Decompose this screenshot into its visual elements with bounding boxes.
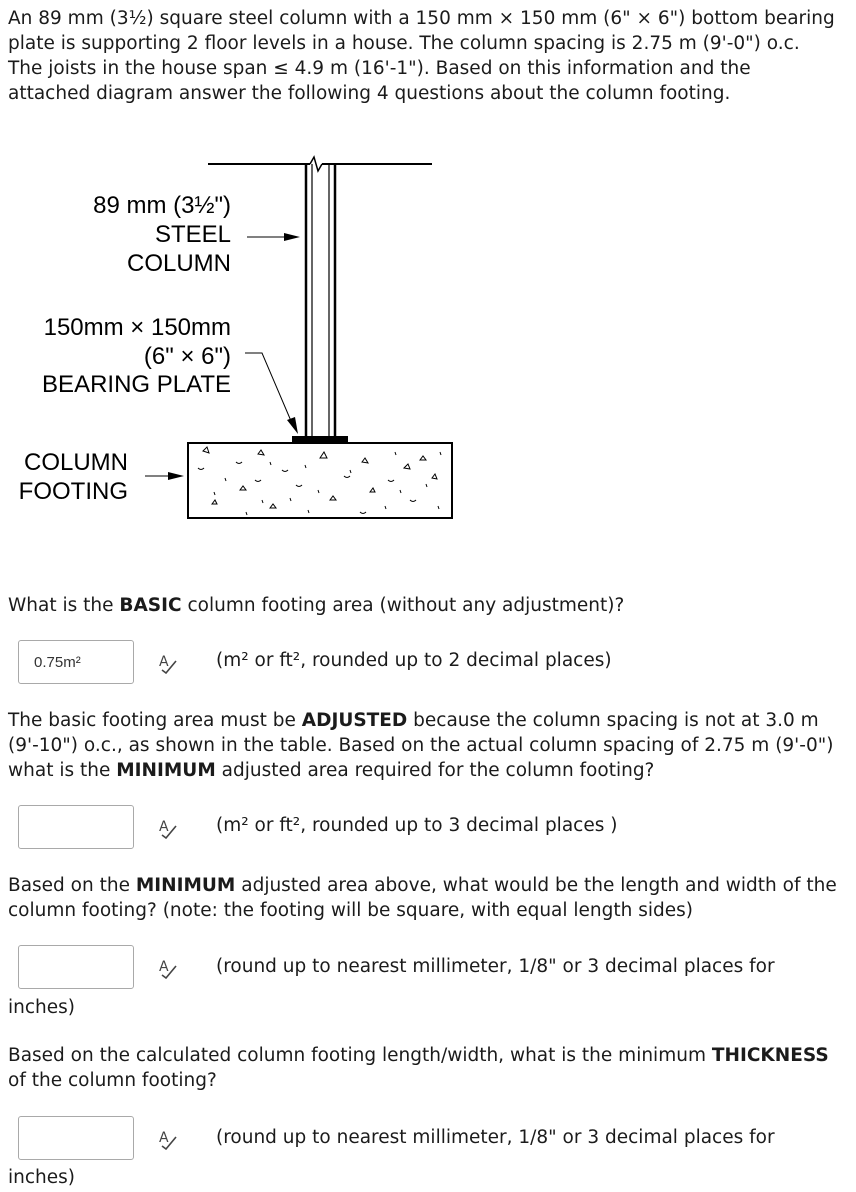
q4-t1: Based on the calculated column footing length/width, what is the minimum — [8, 1045, 712, 1066]
column-label-line-1: 89 mm (3½") — [93, 192, 231, 219]
svg-text:A: A — [159, 819, 169, 835]
q2-b2: MINIMUM — [116, 760, 216, 781]
answer-input-q4[interactable] — [18, 1116, 134, 1160]
footing-label — [19, 449, 128, 505]
question-3-text — [8, 873, 838, 923]
plate-leader-arrow — [245, 353, 298, 434]
q2-hint: (m² or ft², rounded up to 3 decimal places ) — [216, 815, 618, 836]
svg-text:A: A — [159, 654, 169, 670]
svg-text:A: A — [159, 1130, 169, 1146]
footing-leader-arrow — [145, 472, 184, 480]
q4-hint: (round up to nearest millimeter, 1/8" or 3 decimal places for — [216, 1127, 775, 1148]
footing-label-line-1: COLUMN — [23, 449, 128, 476]
q4-hint-continued: inches) — [8, 1167, 75, 1188]
steel-column — [306, 164, 335, 436]
q3-t1: Based on the — [8, 875, 136, 896]
q2-t2: because the column spacing is not at 3.0 m (9'-10") o.c., as shown in the table. Based on the actual column spacing of 2.75 m (9'-0") what is the — [8, 710, 834, 781]
bearing-plate — [292, 436, 348, 442]
q4-t2: of the column footing? — [8, 1070, 217, 1091]
answer-input-q2[interactable] — [18, 805, 134, 849]
column-label-line-3: COLUMN — [126, 250, 231, 277]
spellcheck-icon[interactable] — [158, 817, 180, 839]
q2-b1: ADJUSTED — [301, 710, 408, 731]
q4-b1: THICKNESS — [711, 1045, 829, 1066]
footing-label-line-2: FOOTING — [18, 478, 128, 505]
q1-pre: What is the — [8, 595, 120, 616]
column-footing — [188, 443, 452, 518]
question-2-text — [8, 708, 838, 783]
floor-line — [208, 157, 432, 171]
q2-t3: adjusted area required for the column footing? — [215, 760, 655, 781]
plate-label-line-2: (6" × 6") — [143, 343, 231, 370]
q1-post: column footing area (without any adjustment)? — [181, 595, 625, 616]
column-footing-diagram — [0, 140, 470, 530]
column-label-line-2: STEEL — [154, 221, 231, 248]
spellcheck-icon[interactable] — [158, 652, 180, 674]
spellcheck-icon[interactable] — [158, 1128, 180, 1150]
q3-b1: MINIMUM — [135, 875, 236, 896]
q3-hint-continued: inches) — [8, 997, 75, 1018]
answer-input-q3[interactable] — [18, 945, 134, 989]
plate-label — [42, 314, 231, 398]
q1-hint: (m² or ft², rounded up to 2 decimal places) — [216, 650, 612, 671]
q2-t1: The basic footing area must be — [8, 710, 302, 731]
q1-bold: BASIC — [119, 595, 182, 616]
plate-label-line-1: 150mm × 150mm — [43, 314, 231, 341]
q3-hint: (round up to nearest millimeter, 1/8" or 3 decimal places for — [216, 956, 775, 977]
question-1-text — [8, 593, 838, 618]
plate-label-line-3: BEARING PLATE — [42, 371, 231, 398]
q3-t2: adjusted area above, what would be the length and width of the column footing? (note: the footing will be square, with equal length sides) — [8, 875, 837, 921]
column-leader-arrow — [247, 233, 300, 241]
answer-input-q1[interactable] — [18, 640, 134, 684]
intro-paragraph: An 89 mm (3½) square steel column with a 150 mm × 150 mm (6" × 6") bottom bearing plate is supporting 2 floor levels in a house. The column spacing is 2.75 m (9'-0") o.c. The joists in the house span ≤ 4.9 m (16'-1"). Based on this information and the attached diagram answer the following 4 questions about the column footing. — [8, 8, 835, 104]
svg-text:A: A — [159, 959, 169, 975]
column-label — [93, 192, 231, 277]
question-4-text — [8, 1043, 838, 1093]
spellcheck-icon[interactable] — [158, 957, 180, 979]
